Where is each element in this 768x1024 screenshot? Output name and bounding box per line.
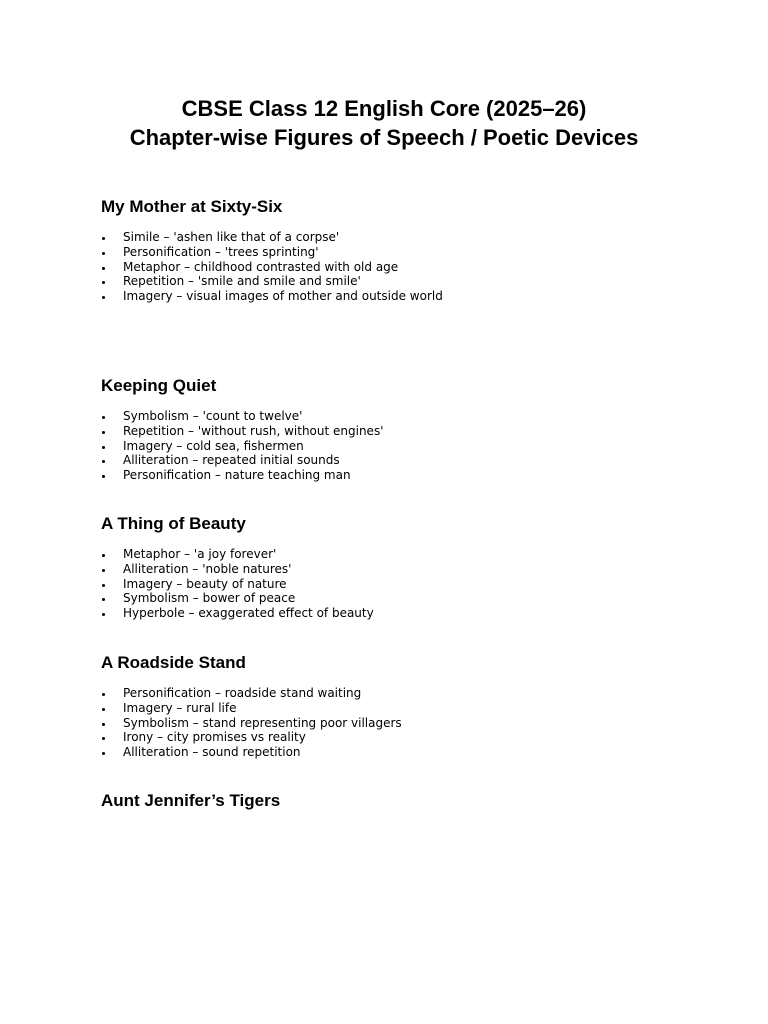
page-title — [0, 94, 768, 152]
list-item — [101, 245, 721, 260]
bullet-icon — [102, 416, 105, 419]
list-item-text: Imagery – visual images of mother and outside world — [123, 289, 443, 304]
list-item-text: Alliteration – repeated initial sounds — [123, 453, 340, 468]
bullet-icon — [102, 237, 105, 240]
section-my-mother-at-sixty-six — [101, 197, 721, 304]
bullet-icon — [102, 752, 105, 755]
section-aunt-jennifers-tigers — [101, 791, 721, 811]
section-keeping-quiet — [101, 376, 721, 483]
list-item — [101, 289, 721, 304]
bullet-icon — [102, 267, 105, 270]
list-item-text: Metaphor – 'a joy forever' — [123, 547, 277, 561]
bullet-icon — [102, 296, 105, 299]
list-item — [101, 562, 721, 577]
list-item-text: Imagery – beauty of nature — [123, 576, 287, 591]
list-item-text: Alliteration – sound repetition — [123, 745, 301, 760]
section-a-roadside-stand — [101, 653, 721, 760]
list-item-text: Symbolism – 'count to twelve' — [123, 409, 303, 423]
bullet-icon — [102, 613, 105, 616]
list-item-text: Repetition – 'without rush, without engines' — [123, 423, 384, 438]
bullet-icon — [102, 554, 105, 557]
list-item-text: Metaphor – childhood contrasted with old age — [123, 259, 399, 274]
page-title-line-1: CBSE Class 12 English Core (2025–26) — [181, 96, 587, 121]
list-item-text: Personification – 'trees sprinting' — [123, 244, 319, 259]
list-item — [101, 591, 721, 606]
list-item-text: Repetition – 'smile and smile and smile' — [123, 274, 361, 289]
bullet-icon — [102, 475, 105, 478]
bullet-icon — [102, 252, 105, 255]
list-item — [101, 468, 721, 483]
bullet-icon — [102, 431, 105, 434]
bullet-icon — [102, 693, 105, 696]
list-item — [101, 577, 721, 592]
list-item — [101, 260, 721, 275]
bullet-icon — [102, 584, 105, 587]
section-heading: Aunt Jennifer’s Tigers — [101, 791, 281, 810]
list-item-text: Symbolism – stand representing poor villagers — [123, 715, 402, 730]
list-item — [101, 453, 721, 468]
bullet-icon — [102, 460, 105, 463]
device-list — [101, 230, 721, 304]
list-item — [101, 439, 721, 454]
list-item-text: Irony – city promises vs reality — [123, 730, 306, 745]
bullet-icon — [102, 737, 105, 740]
bullet-icon — [102, 569, 105, 572]
list-item-text: Imagery – rural life — [123, 700, 237, 715]
bullet-icon — [102, 281, 105, 284]
list-item-text: Hyperbole – exaggerated effect of beauty — [123, 606, 374, 621]
bullet-icon — [102, 723, 105, 726]
list-item-text: Alliteration – 'noble natures' — [123, 561, 292, 576]
list-item — [101, 716, 721, 731]
list-item-text: Personification – roadside stand waiting — [123, 686, 362, 700]
bullet-icon — [102, 598, 105, 601]
list-item-text: Personification – nature teaching man — [123, 468, 351, 483]
list-item — [101, 701, 721, 716]
list-item — [101, 547, 721, 562]
list-item-text: Simile – 'ashen like that of a corpse' — [123, 230, 340, 244]
device-list — [101, 547, 721, 621]
page-title-line-2: Chapter-wise Figures of Speech / Poetic Devices — [129, 125, 639, 150]
list-item-text: Symbolism – bower of peace — [123, 591, 296, 606]
list-item — [101, 606, 721, 621]
list-item — [101, 730, 721, 745]
list-item — [101, 424, 721, 439]
bullet-icon — [102, 708, 105, 711]
list-item-text: Imagery – cold sea, fishermen — [123, 438, 304, 453]
bullet-icon — [102, 446, 105, 449]
device-list — [101, 409, 721, 483]
section-heading: A Thing of Beauty — [101, 514, 246, 533]
device-list — [101, 686, 721, 760]
section-heading: Keeping Quiet — [101, 376, 217, 395]
list-item — [101, 230, 721, 245]
list-item — [101, 409, 721, 424]
section-a-thing-of-beauty — [101, 514, 721, 621]
list-item — [101, 686, 721, 701]
section-heading: A Roadside Stand — [101, 653, 246, 672]
list-item — [101, 274, 721, 289]
list-item — [101, 745, 721, 760]
section-heading: My Mother at Sixty-Six — [101, 197, 283, 216]
